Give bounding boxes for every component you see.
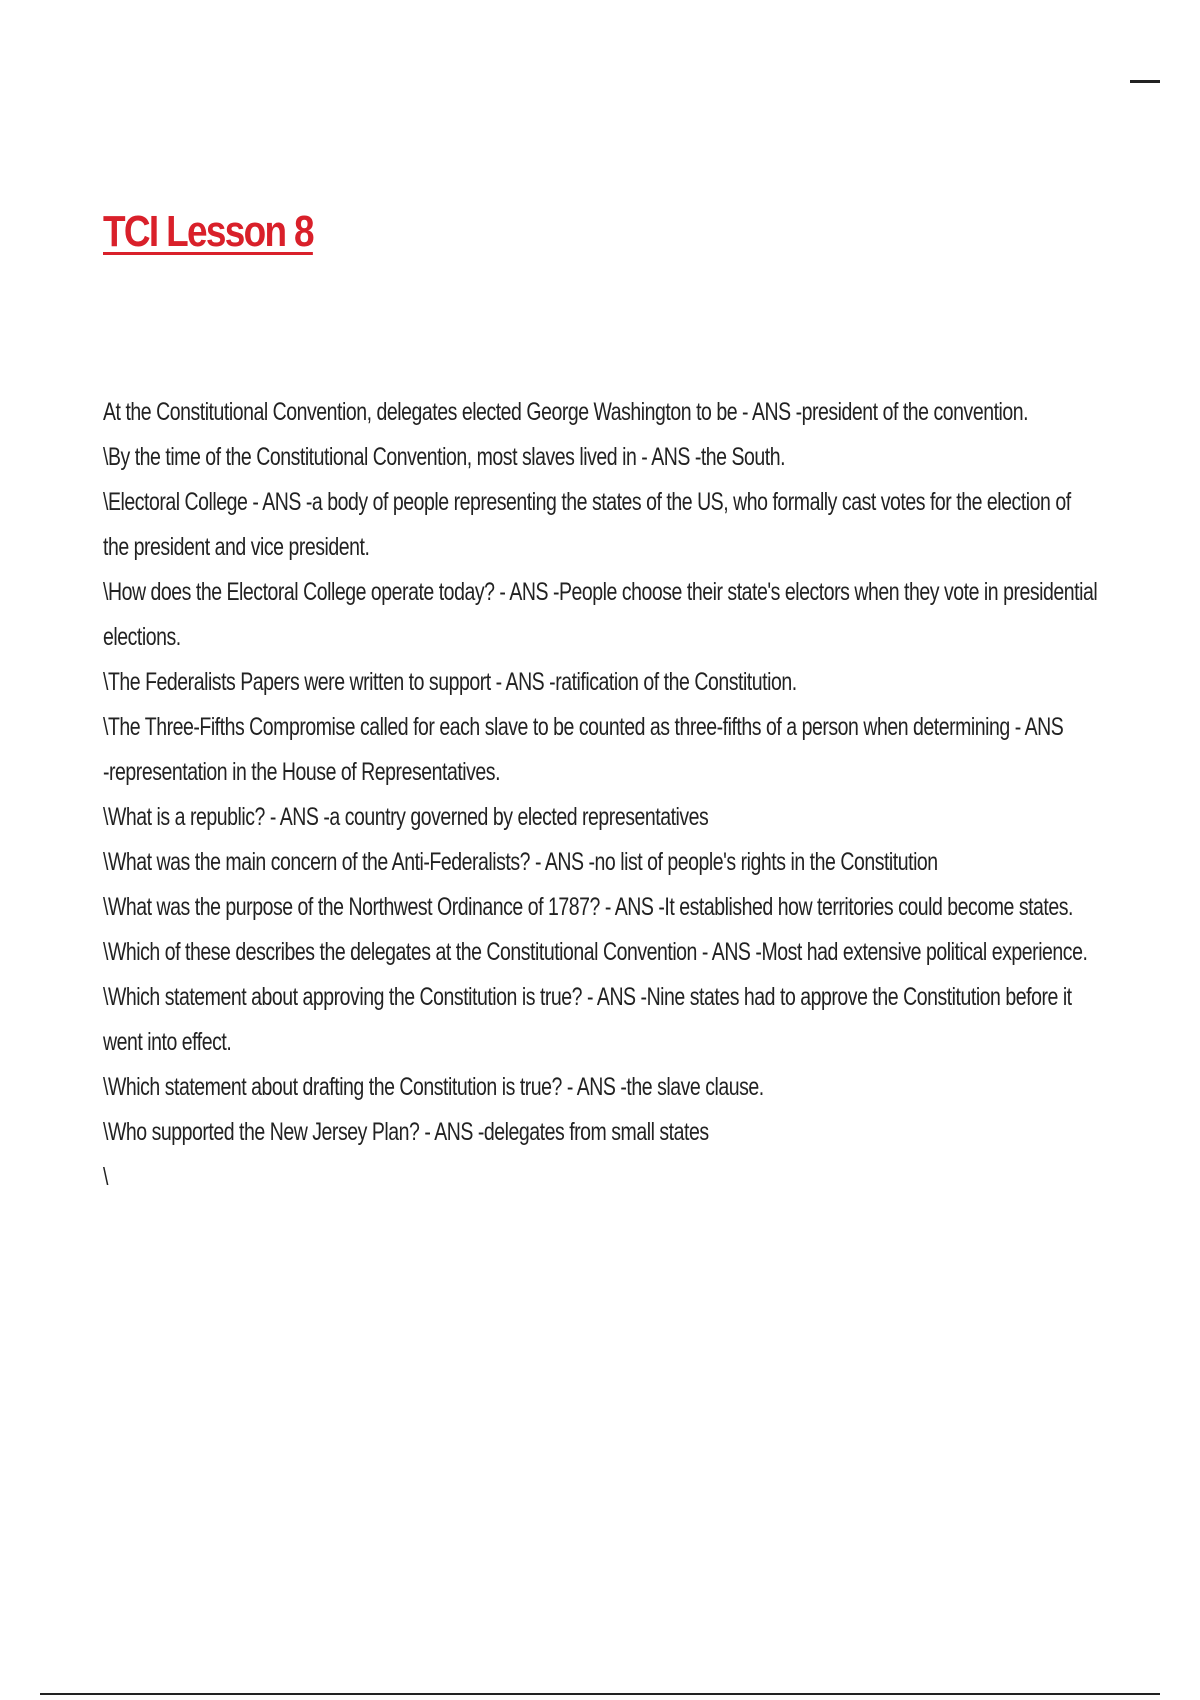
document-title: TCI Lesson 8 <box>103 207 313 256</box>
qa-line: \What is a republic? - ANS -a country governed by elected representatives <box>103 803 709 831</box>
qa-list <box>103 390 1098 1200</box>
qa-line: \Which of these describes the delegates at the Constitutional Convention - ANS -Most had extensive political experience. <box>103 938 1088 966</box>
qa-line: \Who supported the New Jersey Plan? - ANS -delegates from small states <box>103 1118 709 1146</box>
header-dash <box>1130 80 1160 83</box>
qa-line: \The Three-Fifths Compromise called for each slave to be counted as three-fifths of a person when determining - ANS <box>103 713 1064 741</box>
qa-line: \What was the main concern of the Anti-Federalists? - ANS -no list of people's rights in the Constitution <box>103 848 938 876</box>
qa-line: went into effect. <box>103 1028 232 1056</box>
qa-line: At the Constitutional Convention, delegates elected George Washington to be - ANS -president of the convention. <box>103 398 1029 426</box>
qa-line: -representation in the House of Representatives. <box>103 758 501 786</box>
qa-line: elections. <box>103 623 181 651</box>
qa-line: \How does the Electoral College operate today? - ANS -People choose their state's electors when they vote in presidential <box>103 578 1098 606</box>
qa-line: \Which statement about approving the Constitution is true? - ANS -Nine states had to approve the Constitution before it <box>103 983 1072 1011</box>
qa-line: \The Federalists Papers were written to support - ANS -ratification of the Constitution. <box>103 668 797 696</box>
footer-rule <box>40 1693 1160 1695</box>
qa-line: \What was the purpose of the Northwest Ordinance of 1787? - ANS -It established how territories could become states. <box>103 893 1073 921</box>
qa-line: the president and vice president. <box>103 533 370 561</box>
qa-line: \By the time of the Constitutional Convention, most slaves lived in - ANS -the South. <box>103 443 786 471</box>
qa-line: \Electoral College - ANS -a body of people representing the states of the US, who formally cast votes for the election of <box>103 488 1071 516</box>
qa-line: \Which statement about drafting the Constitution is true? - ANS -the slave clause. <box>103 1073 764 1101</box>
qa-line: \ <box>103 1163 108 1191</box>
